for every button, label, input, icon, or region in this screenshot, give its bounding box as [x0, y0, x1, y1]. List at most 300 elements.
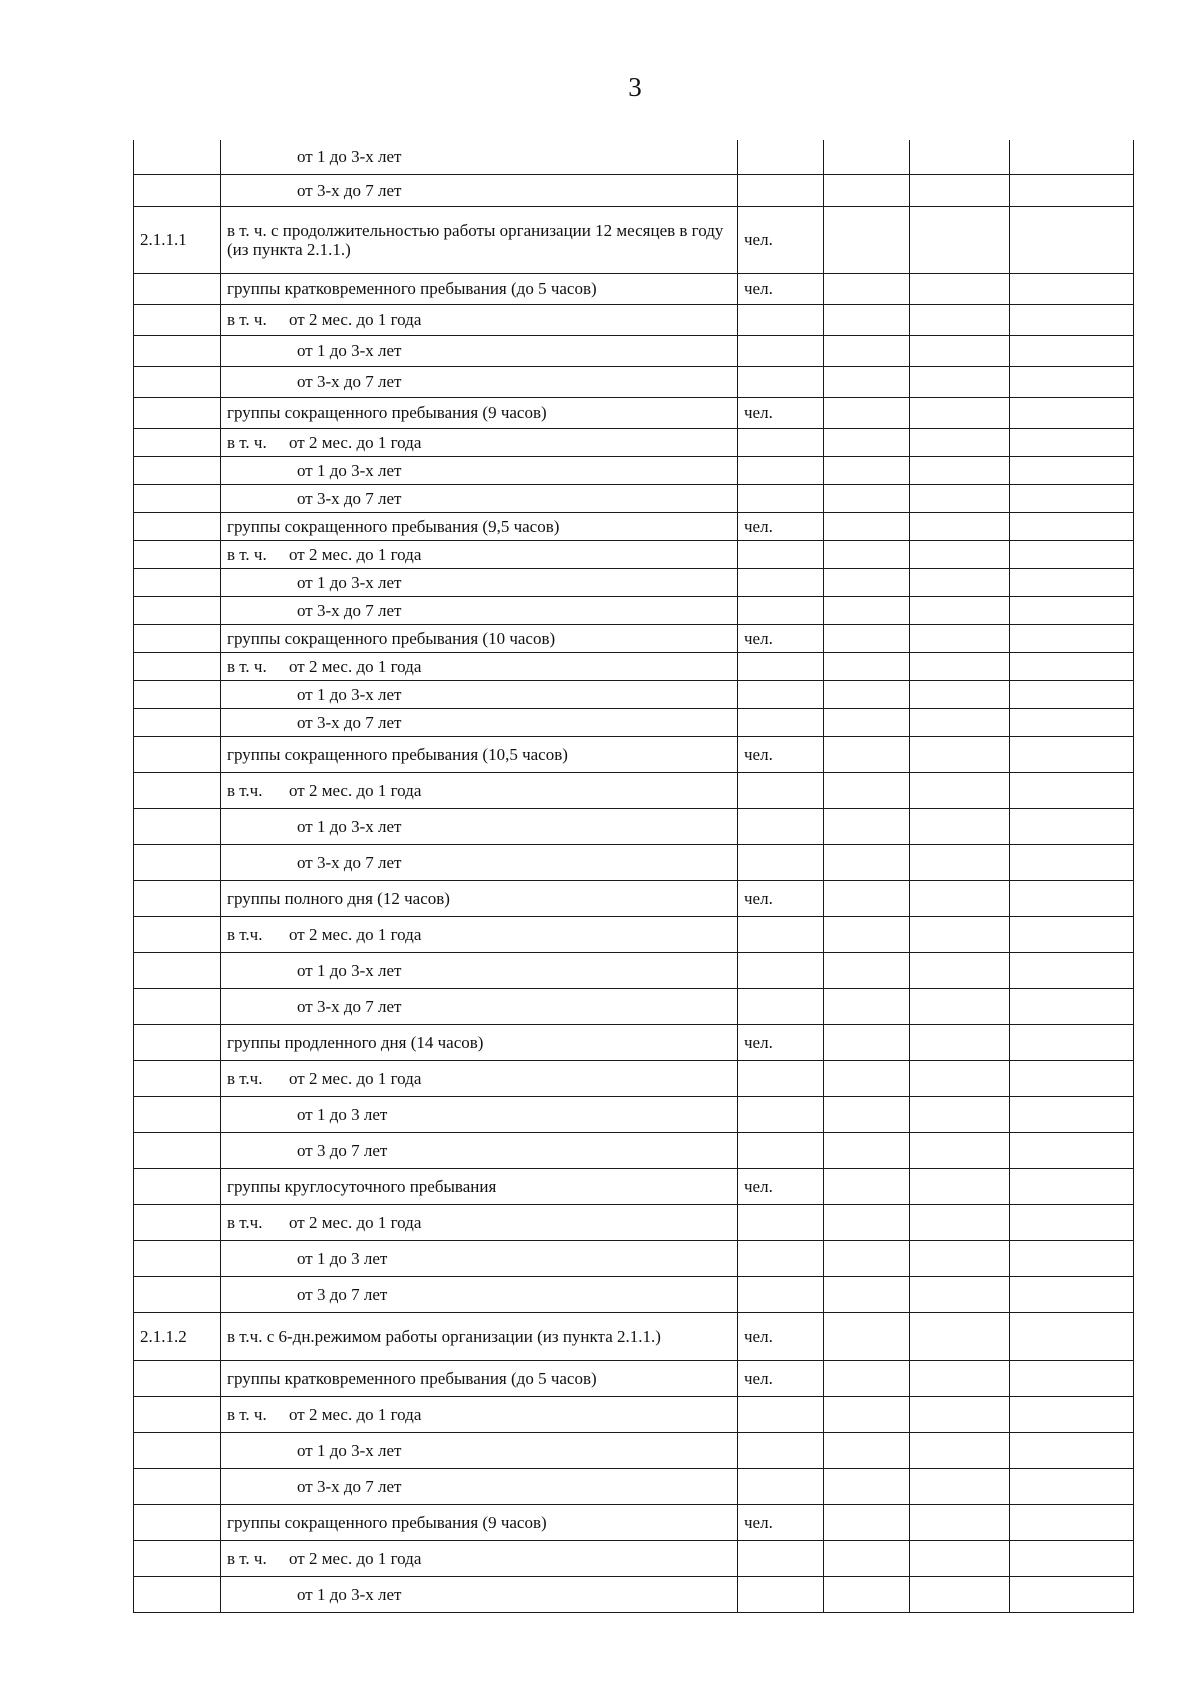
unit-cell: чел.: [738, 624, 824, 652]
row-number-cell: [134, 540, 221, 568]
value-cell-1: [824, 1312, 910, 1360]
value-cell-1: [824, 428, 910, 456]
table-row: [134, 456, 1134, 484]
value-cell-2: [910, 1576, 1010, 1612]
row-number-cell: [134, 456, 221, 484]
value-cell-2: [910, 174, 1010, 206]
table-row: [134, 1096, 1134, 1132]
value-cell-1: [824, 140, 910, 174]
age-range-label: от 2 мес. до 1 года: [289, 1548, 422, 1568]
row-number-cell: [134, 1432, 221, 1468]
value-cell-3: [1010, 206, 1134, 273]
value-cell-2: [910, 772, 1010, 808]
row-number-cell: [134, 428, 221, 456]
value-cell-2: [910, 1276, 1010, 1312]
value-cell-3: [1010, 736, 1134, 772]
value-cell-3: [1010, 273, 1134, 304]
value-cell-1: [824, 880, 910, 916]
table-row: [134, 1396, 1134, 1432]
table-row: [134, 844, 1134, 880]
row-number-cell: 2.1.1.1: [134, 206, 221, 273]
table-row: [134, 428, 1134, 456]
unit-cell: [738, 1132, 824, 1168]
unit-cell: [738, 1576, 824, 1612]
indicator-name-cell: в т. ч. с продолжительностью работы организации 12 месяцев в году (из пункта 2.1.1.): [221, 206, 738, 273]
value-cell-3: [1010, 512, 1134, 540]
value-cell-1: [824, 174, 910, 206]
value-cell-1: [824, 680, 910, 708]
table-row: [134, 335, 1134, 366]
row-number-cell: [134, 596, 221, 624]
indicator-name-cell: от 3-х до 7 лет: [221, 484, 738, 512]
value-cell-2: [910, 988, 1010, 1024]
value-cell-2: [910, 335, 1010, 366]
indicator-name-cell: [221, 916, 738, 952]
value-cell-3: [1010, 428, 1134, 456]
value-cell-2: [910, 624, 1010, 652]
indicator-name-cell: [221, 428, 738, 456]
table-row: [134, 1468, 1134, 1504]
age-range-label: от 2 мес. до 1 года: [289, 432, 422, 452]
unit-cell: [738, 1432, 824, 1468]
indicator-name-cell: от 3-х до 7 лет: [221, 366, 738, 397]
value-cell-3: [1010, 1540, 1134, 1576]
value-cell-3: [1010, 624, 1134, 652]
value-cell-2: [910, 1132, 1010, 1168]
value-cell-1: [824, 206, 910, 273]
value-cell-2: [910, 880, 1010, 916]
table-row: [134, 206, 1134, 273]
value-cell-1: [824, 1576, 910, 1612]
age-range-label: от 2 мес. до 1 года: [289, 310, 422, 329]
value-cell-2: [910, 1240, 1010, 1276]
row-number-cell: [134, 304, 221, 335]
unit-cell: чел.: [738, 397, 824, 428]
value-cell-1: [824, 596, 910, 624]
indicator-name-cell: группы полного дня (12 часов): [221, 880, 738, 916]
prefix-label: в т. ч.: [227, 544, 267, 564]
value-cell-2: [910, 1396, 1010, 1432]
value-cell-3: [1010, 652, 1134, 680]
value-cell-1: [824, 1168, 910, 1204]
value-cell-3: [1010, 540, 1134, 568]
value-cell-2: [910, 1312, 1010, 1360]
value-cell-1: [824, 808, 910, 844]
table-row: [134, 540, 1134, 568]
indicator-name-cell: от 3-х до 7 лет: [221, 174, 738, 206]
unit-cell: [738, 1096, 824, 1132]
indicator-name-cell: [221, 1060, 738, 1096]
table-row: [134, 273, 1134, 304]
indicator-name-cell: от 3 до 7 лет: [221, 1276, 738, 1312]
indicator-name-cell: от 1 до 3-х лет: [221, 1576, 738, 1612]
row-number-cell: [134, 916, 221, 952]
value-cell-3: [1010, 772, 1134, 808]
prefix-label: в т.ч.: [227, 924, 263, 944]
value-cell-3: [1010, 1396, 1134, 1432]
unit-cell: [738, 916, 824, 952]
indicator-name-cell: [221, 304, 738, 335]
value-cell-2: [910, 808, 1010, 844]
indicator-name-cell: от 1 до 3-х лет: [221, 808, 738, 844]
indicator-name-cell: группы круглосуточного пребывания: [221, 1168, 738, 1204]
age-range-label: от 2 мес. до 1 года: [289, 544, 422, 564]
table-row: [134, 1312, 1134, 1360]
value-cell-1: [824, 366, 910, 397]
age-range-label: от 2 мес. до 1 года: [289, 924, 422, 944]
value-cell-2: [910, 568, 1010, 596]
value-cell-3: [1010, 808, 1134, 844]
unit-cell: [738, 304, 824, 335]
unit-cell: [738, 568, 824, 596]
value-cell-2: [910, 206, 1010, 273]
row-number-cell: [134, 844, 221, 880]
table-row: [134, 708, 1134, 736]
row-number-cell: [134, 1576, 221, 1612]
value-cell-1: [824, 1132, 910, 1168]
value-cell-1: [824, 624, 910, 652]
table-row: [134, 140, 1134, 174]
value-cell-3: [1010, 1060, 1134, 1096]
table-row: [134, 1024, 1134, 1060]
value-cell-2: [910, 428, 1010, 456]
row-number-cell: [134, 512, 221, 540]
value-cell-3: [1010, 366, 1134, 397]
table-row: [134, 1504, 1134, 1540]
unit-cell: чел.: [738, 273, 824, 304]
value-cell-2: [910, 844, 1010, 880]
value-cell-3: [1010, 1204, 1134, 1240]
table-row: [134, 1204, 1134, 1240]
value-cell-2: [910, 140, 1010, 174]
value-cell-1: [824, 652, 910, 680]
value-cell-1: [824, 540, 910, 568]
unit-cell: [738, 596, 824, 624]
unit-cell: [738, 428, 824, 456]
table-row: [134, 1360, 1134, 1396]
row-number-cell: [134, 880, 221, 916]
indicator-name-cell: от 3-х до 7 лет: [221, 844, 738, 880]
row-number-cell: [134, 1168, 221, 1204]
value-cell-2: [910, 1432, 1010, 1468]
value-cell-1: [824, 335, 910, 366]
value-cell-1: [824, 1240, 910, 1276]
value-cell-2: [910, 366, 1010, 397]
indicator-name-cell: от 1 до 3-х лет: [221, 680, 738, 708]
table-row: [134, 512, 1134, 540]
prefix-label: в т. ч.: [227, 1404, 267, 1424]
table-row: [134, 304, 1134, 335]
table-row: [134, 1540, 1134, 1576]
value-cell-1: [824, 1540, 910, 1576]
value-cell-2: [910, 952, 1010, 988]
value-cell-1: [824, 736, 910, 772]
unit-cell: [738, 652, 824, 680]
row-number-cell: [134, 1276, 221, 1312]
unit-cell: [738, 540, 824, 568]
table-row: [134, 880, 1134, 916]
table-row: [134, 1276, 1134, 1312]
row-number-cell: [134, 397, 221, 428]
unit-cell: [738, 952, 824, 988]
indicator-name-cell: от 3-х до 7 лет: [221, 988, 738, 1024]
value-cell-1: [824, 512, 910, 540]
page-number: 3: [628, 72, 642, 102]
table-row: [134, 484, 1134, 512]
indicator-name-cell: группы сокращенного пребывания (9 часов): [221, 397, 738, 428]
value-cell-3: [1010, 844, 1134, 880]
table-row: [134, 1240, 1134, 1276]
value-cell-1: [824, 1432, 910, 1468]
indicator-name-cell: от 3 до 7 лет: [221, 1132, 738, 1168]
value-cell-3: [1010, 1024, 1134, 1060]
unit-cell: [738, 988, 824, 1024]
unit-cell: [738, 174, 824, 206]
indicator-name-cell: группы сокращенного пребывания (10,5 часов): [221, 736, 738, 772]
indicator-name-cell: группы кратковременного пребывания (до 5 часов): [221, 1360, 738, 1396]
unit-cell: [738, 680, 824, 708]
unit-cell: чел.: [738, 1024, 824, 1060]
row-number-cell: [134, 988, 221, 1024]
unit-cell: чел.: [738, 880, 824, 916]
value-cell-2: [910, 1024, 1010, 1060]
value-cell-3: [1010, 916, 1134, 952]
value-cell-2: [910, 916, 1010, 952]
value-cell-3: [1010, 1468, 1134, 1504]
value-cell-1: [824, 916, 910, 952]
prefix-label: в т. ч.: [227, 1548, 267, 1568]
unit-cell: чел.: [738, 1504, 824, 1540]
value-cell-1: [824, 1204, 910, 1240]
value-cell-1: [824, 1024, 910, 1060]
value-cell-1: [824, 1360, 910, 1396]
value-cell-2: [910, 708, 1010, 736]
indicator-name-cell: в т.ч. с 6-дн.режимом работы организации (из пункта 2.1.1.): [221, 1312, 738, 1360]
value-cell-2: [910, 652, 1010, 680]
indicator-name-cell: [221, 772, 738, 808]
indicator-name-cell: [221, 652, 738, 680]
indicator-name-cell: [221, 1540, 738, 1576]
unit-cell: [738, 1240, 824, 1276]
prefix-label: в т.ч.: [227, 1068, 263, 1088]
value-cell-2: [910, 1204, 1010, 1240]
table-row: [134, 1432, 1134, 1468]
table-row: [134, 1168, 1134, 1204]
value-cell-2: [910, 512, 1010, 540]
row-number-cell: [134, 1240, 221, 1276]
value-cell-3: [1010, 484, 1134, 512]
table-row: [134, 952, 1134, 988]
value-cell-3: [1010, 335, 1134, 366]
unit-cell: [738, 456, 824, 484]
prefix-label: в т.ч.: [227, 780, 263, 800]
value-cell-3: [1010, 397, 1134, 428]
value-cell-3: [1010, 596, 1134, 624]
row-number-cell: [134, 736, 221, 772]
row-number-cell: [134, 1204, 221, 1240]
value-cell-3: [1010, 1432, 1134, 1468]
value-cell-2: [910, 397, 1010, 428]
value-cell-3: [1010, 1276, 1134, 1312]
value-cell-3: [1010, 174, 1134, 206]
table-row: [134, 680, 1134, 708]
row-number-cell: [134, 952, 221, 988]
table-row: [134, 624, 1134, 652]
unit-cell: [738, 1276, 824, 1312]
indicator-name-cell: от 3-х до 7 лет: [221, 708, 738, 736]
row-number-cell: [134, 680, 221, 708]
row-number-cell: [134, 772, 221, 808]
table-row: [134, 174, 1134, 206]
indicator-name-cell: от 1 до 3 лет: [221, 1240, 738, 1276]
row-number-cell: [134, 335, 221, 366]
table-row: [134, 772, 1134, 808]
row-number-cell: 2.1.1.2: [134, 1312, 221, 1360]
value-cell-1: [824, 273, 910, 304]
value-cell-3: [1010, 1312, 1134, 1360]
row-number-cell: [134, 1540, 221, 1576]
table-row: [134, 1060, 1134, 1096]
value-cell-2: [910, 596, 1010, 624]
unit-cell: [738, 484, 824, 512]
unit-cell: [738, 844, 824, 880]
row-number-cell: [134, 1360, 221, 1396]
indicator-name-cell: группы сокращенного пребывания (9,5 часов): [221, 512, 738, 540]
value-cell-3: [1010, 1360, 1134, 1396]
value-cell-1: [824, 1396, 910, 1432]
value-cell-2: [910, 1168, 1010, 1204]
unit-cell: чел.: [738, 1312, 824, 1360]
value-cell-1: [824, 304, 910, 335]
age-range-label: от 2 мес. до 1 года: [289, 780, 422, 800]
value-cell-1: [824, 484, 910, 512]
indicator-name-cell: от 1 до 3-х лет: [221, 1432, 738, 1468]
value-cell-2: [910, 1504, 1010, 1540]
value-cell-1: [824, 1276, 910, 1312]
value-cell-2: [910, 680, 1010, 708]
prefix-label: в т. ч.: [227, 310, 267, 329]
table-row: [134, 596, 1134, 624]
statistics-table: [133, 140, 1134, 1613]
unit-cell: [738, 708, 824, 736]
row-number-cell: [134, 568, 221, 596]
unit-cell: чел.: [738, 512, 824, 540]
unit-cell: [738, 1396, 824, 1432]
row-number-cell: [134, 652, 221, 680]
value-cell-1: [824, 1468, 910, 1504]
indicator-name-cell: [221, 540, 738, 568]
value-cell-1: [824, 1096, 910, 1132]
indicator-name-cell: группы сокращенного пребывания (9 часов): [221, 1504, 738, 1540]
table-row: [134, 1132, 1134, 1168]
indicator-name-cell: от 1 до 3-х лет: [221, 335, 738, 366]
value-cell-3: [1010, 456, 1134, 484]
value-cell-1: [824, 952, 910, 988]
value-cell-1: [824, 397, 910, 428]
table-row: [134, 736, 1134, 772]
prefix-label: в т. ч.: [227, 656, 267, 676]
unit-cell: чел.: [738, 206, 824, 273]
value-cell-3: [1010, 988, 1134, 1024]
unit-cell: чел.: [738, 1168, 824, 1204]
row-number-cell: [134, 1132, 221, 1168]
value-cell-2: [910, 304, 1010, 335]
table-row: [134, 568, 1134, 596]
row-number-cell: [134, 140, 221, 174]
row-number-cell: [134, 174, 221, 206]
value-cell-2: [910, 1060, 1010, 1096]
row-number-cell: [134, 708, 221, 736]
value-cell-3: [1010, 880, 1134, 916]
row-number-cell: [134, 1504, 221, 1540]
age-range-label: от 2 мес. до 1 года: [289, 1212, 422, 1232]
row-number-cell: [134, 1468, 221, 1504]
value-cell-3: [1010, 952, 1134, 988]
unit-cell: чел.: [738, 736, 824, 772]
row-number-cell: [134, 366, 221, 397]
table-row: [134, 366, 1134, 397]
row-number-cell: [134, 484, 221, 512]
age-range-label: от 2 мес. до 1 года: [289, 1404, 422, 1424]
table-body: [134, 140, 1134, 1612]
prefix-label: в т. ч.: [227, 432, 267, 452]
indicator-name-cell: от 1 до 3-х лет: [221, 140, 738, 174]
age-range-label: от 2 мес. до 1 года: [289, 1068, 422, 1088]
value-cell-2: [910, 456, 1010, 484]
row-number-cell: [134, 808, 221, 844]
table-row: [134, 916, 1134, 952]
unit-cell: [738, 772, 824, 808]
value-cell-3: [1010, 1132, 1134, 1168]
value-cell-3: [1010, 304, 1134, 335]
unit-cell: чел.: [738, 1360, 824, 1396]
value-cell-1: [824, 568, 910, 596]
value-cell-1: [824, 844, 910, 880]
indicator-name-cell: от 1 до 3-х лет: [221, 952, 738, 988]
unit-cell: [738, 366, 824, 397]
value-cell-3: [1010, 1504, 1134, 1540]
unit-cell: [738, 140, 824, 174]
value-cell-2: [910, 540, 1010, 568]
table-row: [134, 1576, 1134, 1612]
unit-cell: [738, 1060, 824, 1096]
value-cell-2: [910, 484, 1010, 512]
value-cell-3: [1010, 140, 1134, 174]
value-cell-1: [824, 708, 910, 736]
value-cell-3: [1010, 708, 1134, 736]
indicator-name-cell: [221, 1396, 738, 1432]
age-range-label: от 2 мес. до 1 года: [289, 656, 422, 676]
table-row: [134, 652, 1134, 680]
indicator-name-cell: группы продленного дня (14 часов): [221, 1024, 738, 1060]
value-cell-3: [1010, 1168, 1134, 1204]
indicator-name-cell: группы сокращенного пребывания (10 часов): [221, 624, 738, 652]
unit-cell: [738, 335, 824, 366]
value-cell-1: [824, 988, 910, 1024]
value-cell-3: [1010, 1576, 1134, 1612]
row-number-cell: [134, 624, 221, 652]
value-cell-2: [910, 1468, 1010, 1504]
indicator-name-cell: группы кратковременного пребывания (до 5 часов): [221, 273, 738, 304]
table-row: [134, 988, 1134, 1024]
prefix-label: в т.ч.: [227, 1212, 263, 1232]
indicator-name-cell: от 3-х до 7 лет: [221, 1468, 738, 1504]
value-cell-2: [910, 736, 1010, 772]
table-row: [134, 397, 1134, 428]
indicator-name-cell: от 1 до 3-х лет: [221, 456, 738, 484]
value-cell-3: [1010, 1240, 1134, 1276]
indicator-name-cell: [221, 1204, 738, 1240]
